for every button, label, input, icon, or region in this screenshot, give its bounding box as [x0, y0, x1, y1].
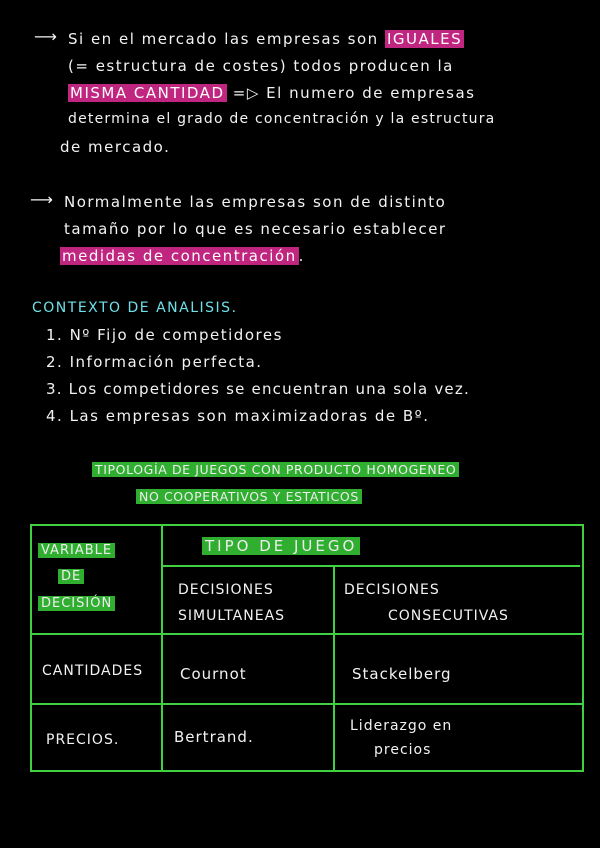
table-divider [30, 633, 582, 635]
row-cantidades-stackelberg: Stackelberg [352, 665, 452, 683]
variable-label: DECISIÓN [38, 595, 115, 611]
context-heading: CONTEXTO DE ANALISIS. [32, 300, 238, 316]
col-simultaneas: DECISIONES [178, 582, 274, 598]
p2-line1: Normalmente las empresas son de distinto [64, 193, 447, 211]
table-divider [161, 565, 580, 567]
tipo-juego-header: TIPO DE JUEGO [202, 537, 360, 555]
table-title-line2: NO COOPERATIVOS Y ESTATICOS [136, 489, 362, 504]
p1-line1: Si en el mercado las empresas son IGUALES [68, 30, 463, 48]
row-cantidades-cournot: Cournot [180, 665, 247, 683]
context-item-2: 2. Información perfecta. [46, 353, 263, 371]
context-item-1: 1. Nº Fijo de competidores [46, 326, 283, 344]
arrow-icon: ⟶ [30, 190, 53, 209]
p1-line2: (= estructura de costes) todos producen la [68, 57, 454, 75]
table-divider [333, 565, 335, 770]
highlight-iguales: IGUALES [386, 30, 463, 48]
col-simultaneas: SIMULTANEAS [178, 608, 286, 624]
p1-line5: de mercado. [60, 138, 171, 156]
table-divider [30, 703, 582, 705]
table-title-line1: TIPOLOGÍA DE JUEGOS CON PRODUCTO HOMOGENEO [92, 462, 459, 477]
p2-line3: medidas de concentración . [62, 247, 305, 265]
variable-label: VARIABLE [38, 542, 115, 558]
row-precios-label: PRECIOS. [46, 732, 120, 748]
variable-label: DE [58, 568, 84, 584]
col-consecutivas: DECISIONES [344, 582, 440, 598]
arrow-icon: ⟶ [34, 27, 57, 46]
context-item-4: 4. Las empresas son maximizadoras de Bº. [46, 407, 430, 425]
highlight-misma-cantidad: MISMA CANTIDAD [70, 84, 225, 102]
row-precios-liderazgo: precios [374, 742, 432, 758]
row-precios-bertrand: Bertrand. [174, 728, 254, 746]
p2-line2: tamaño por lo que es necesario establecer [64, 220, 447, 238]
p1-line3: MISMA CANTIDAD =▷ El numero de empresas [70, 84, 476, 102]
row-cantidades-label: CANTIDADES [42, 663, 144, 679]
p1-line4: determina el grado de concentración y la estructura [68, 111, 496, 127]
context-item-3: 3. Los competidores se encuentran una sola vez. [46, 380, 470, 398]
col-consecutivas: CONSECUTIVAS [388, 608, 509, 624]
highlight-medidas: medidas de concentración [62, 247, 297, 265]
row-precios-liderazgo: Liderazgo en [350, 718, 453, 734]
table-divider [161, 524, 163, 770]
